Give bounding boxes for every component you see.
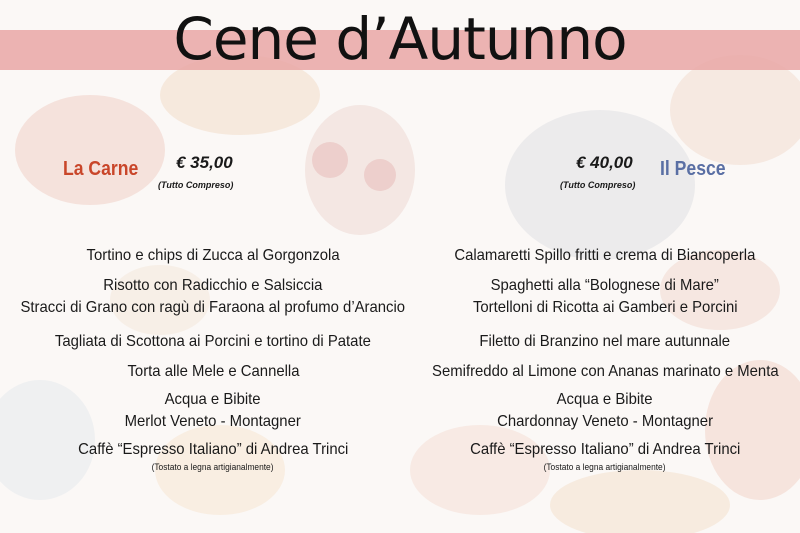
carne-price: € 35,00 (176, 153, 233, 172)
carne-section-title: La Carne (63, 158, 139, 180)
pesce-price: € 40,00 (576, 153, 633, 172)
menu-item: Semifreddo al Limone con Ananas marinato e Menta (431, 363, 779, 380)
menu-item: Spaghetti alla “Bolognese di Mare” (490, 277, 720, 294)
menu-item: Torta alle Mele e Cannella (126, 363, 300, 380)
menu-item: Acqua e Bibite (165, 391, 261, 408)
menu-item-note: (Tostato a legna artigianalmente) (544, 462, 666, 472)
page-title: Cene d’Autunno (173, 5, 627, 73)
menu-item: Calamaretti Spillo fritti e crema di Biancoperla (454, 247, 756, 264)
menu-item: Caffè “Espresso Italiano” di Andrea Trinci (469, 441, 741, 458)
menu-item: Caffè “Espresso Italiano” di Andrea Trinci (77, 441, 349, 458)
menu-item: Chardonnay Veneto - Montagner (497, 413, 713, 430)
menu-item: Tortino e chips di Zucca al Gorgonzola (86, 247, 340, 264)
carne-price-note: (Tutto Compreso) (158, 180, 234, 190)
menu-item-note: (Tostato a legna artigianalmente) (152, 462, 274, 472)
menu-item: Filetto di Branzino nel mare autunnale (479, 333, 731, 350)
menu-item: Tagliata di Scottona ai Porcini e tortino di Patate (55, 333, 371, 350)
menu-item: Tortelloni di Ricotta ai Gamberi e Porcini (472, 299, 738, 316)
pesce-price-note: (Tutto Compreso) (560, 180, 636, 190)
menu-item: Stracci di Grano con ragù di Faraona al profumo d’Arancio (20, 299, 406, 316)
menu-item: Merlot Veneto - Montagner (124, 413, 302, 430)
menu-item: Acqua e Bibite (557, 391, 653, 408)
pesce-section-title: Il Pesce (660, 158, 726, 180)
menu-item: Risotto con Radicchio e Salsiccia (103, 277, 323, 294)
